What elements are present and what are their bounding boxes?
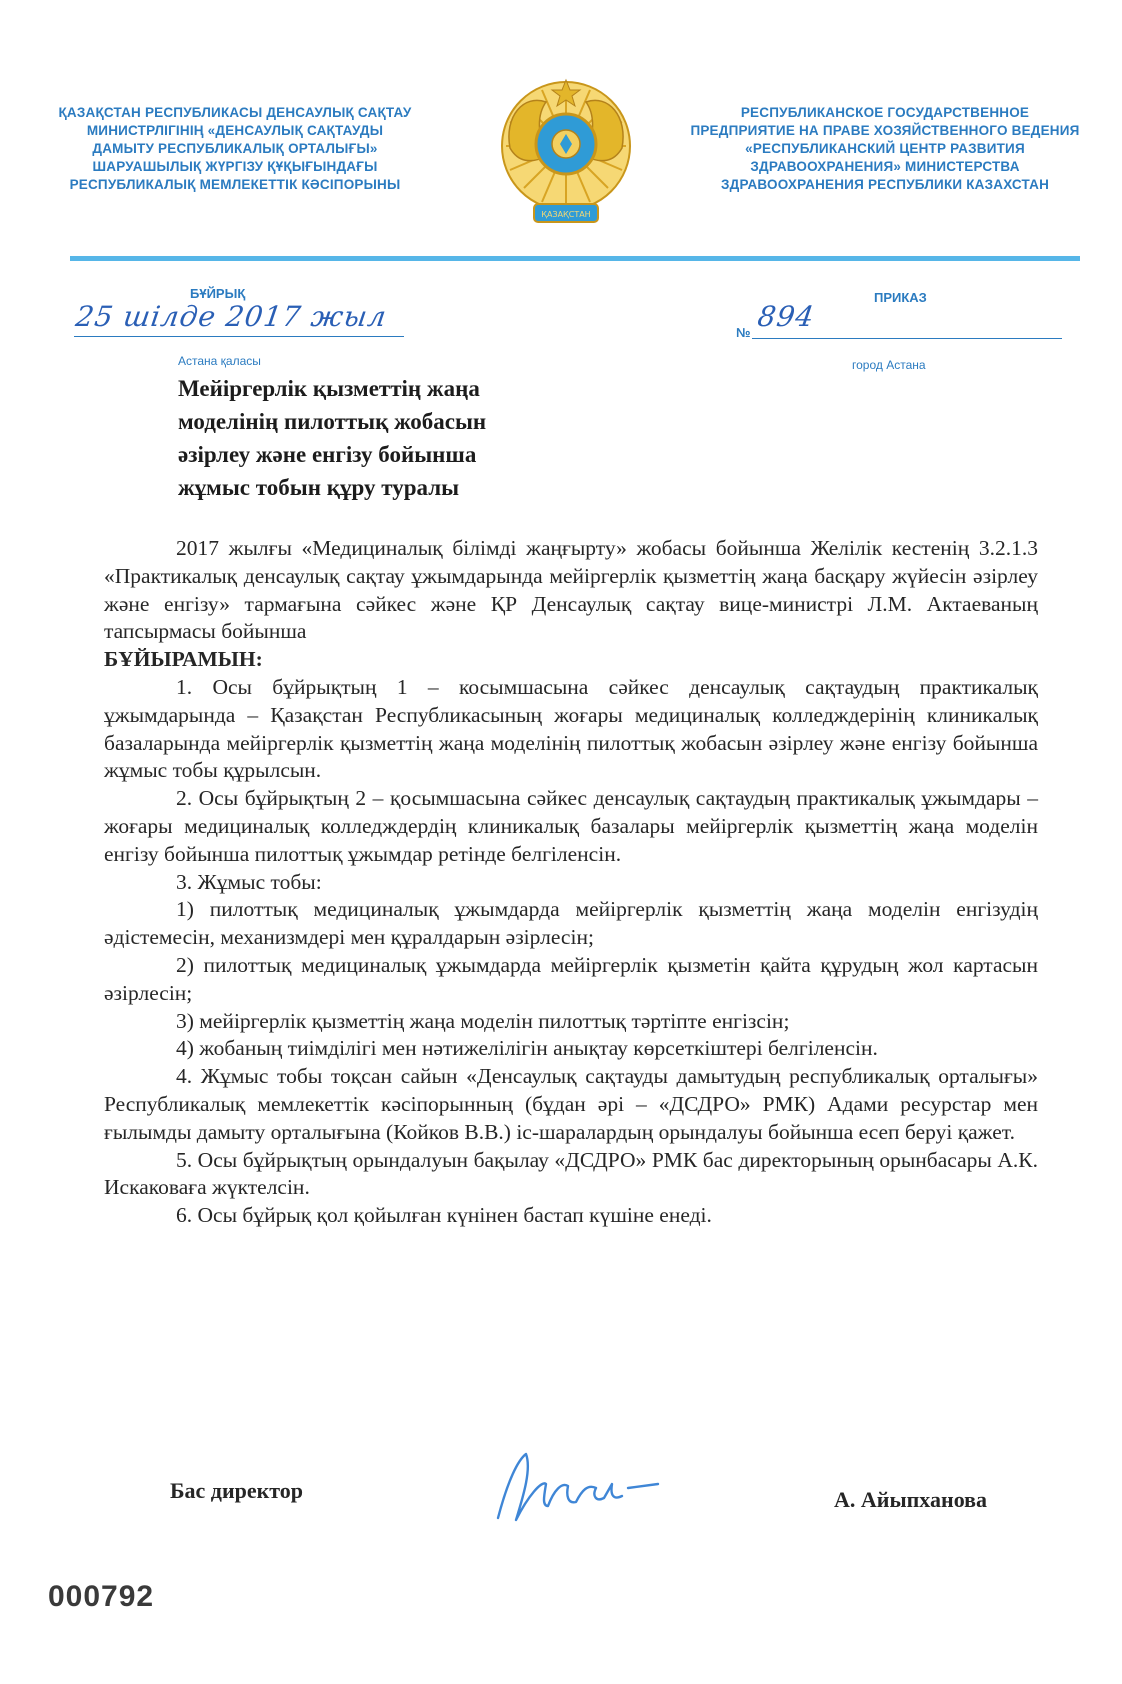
document-body (104, 535, 1038, 1230)
number-underline (752, 338, 1062, 339)
city-kz: Астана қаласы (178, 354, 261, 368)
item-1: 1. Осы бұйрықтың 1 – косымшасына сәйкес денсаулық сақтаудың практикалық ұжымдарында – Қазақстан Республикасының жоғары медициналық колледждерінің клиникалық базаларында мейіргерлік қызметтің жаңа моделінің пилоттық жобасын әзірлеу және енгізу бойынша жұмыс тобы құрылсын. (104, 674, 1038, 783)
org-name-ru: РЕСПУБЛИКАНСКОЕ ГОСУДАРСТВЕННОЕ ПРЕДПРИЯТИЕ НА ПРАВЕ ХОЗЯЙСТВЕННОГО ВЕДЕНИЯ «РЕСПУБЛИКАНСКИЙ ЦЕНТР РАЗВИТИЯ ЗДРАВООХРАНЕНИЯ» МИНИСТЕРСТВА ЗДРАВООХРАНЕНИЯ РЕСПУБЛИКИ КАЗАХСТАН (690, 105, 1080, 192)
order-label-kz: БҰЙРЫҚ (190, 286, 246, 301)
city-ru: город Астана (852, 358, 926, 372)
header-divider (70, 256, 1080, 261)
order-label-ru: ПРИКАЗ (874, 290, 927, 305)
title-line: әзірлеу және енгізу бойынша (178, 442, 477, 467)
title-line: моделінің пилоттық жобасын (178, 409, 487, 434)
intro-paragraph: 2017 жылғы «Медициналық білімді жаңғырту» жобасы бойынша Желілік кестенің 3.2.1.3 «Практикалық денсаулық сақтау ұжымдарында мейіргерлік қызметтің жаңа басқару жүйесін әзірлеу және енгізу» тармағына сәйкес және ҚР Денсаулық сақтау вице-министрі Л.М. Актаеваның тапсырмасы бойынша (104, 536, 1038, 644)
emblem-caption: ҚАЗАҚСТАН (541, 210, 591, 219)
state-emblem-icon (500, 76, 632, 236)
title-line: жұмыс тобын құру туралы (178, 475, 460, 500)
item-2: 2. Осы бұйрықтың 2 – қосымшасына сәйкес денсаулық сақтаудың практикалық ұжымдары – жоғары медициналық колледждердің клиникалық базалары мейіргерлік қызметтің жаңа моделін енгізу бойынша пилоттық ұжымдар ретінде белгіленсін. (104, 786, 1038, 866)
document-title (178, 372, 618, 504)
item-3-4: 4) жобаның тиімділігі мен нәтижелілігін анықтау көрсеткіштері белгіленсін. (176, 1036, 878, 1061)
signatory-name: А. Айыпханова (834, 1487, 988, 1512)
document-serial-number: 000792 (48, 1580, 155, 1613)
item-4: 4. Жұмыс тобы тоқсан сайын «Денсаулық сақтауды дамытудың республикалық орталығы» Республикалық мемлекеттік кәсіпорынның (бұдан әрі – «ДСДРО» РМК) Адами ресурстар мен ғылымды дамыту орталығына (Койков В.В.) іс-шаралардың орындалуы бойынша есеп беруі қажет. (104, 1064, 1038, 1144)
date-underline (74, 336, 404, 337)
item-3-3: 3) мейіргерлік қызметтің жаңа моделін пилоттық тәртіпте енгізсін; (176, 1008, 790, 1033)
item-6: 6. Осы бұйрық қол қойылған күнінен бастап күшіне енеді. (176, 1203, 712, 1228)
title-line: Мейіргерлік қызметтің жаңа (178, 376, 480, 401)
number-prefix: № (736, 325, 751, 340)
handwritten-date: 25 шілде 2017 жыл (73, 300, 389, 333)
item-3-1: 1) пилоттық медициналық ұжымдарда мейіргерлік қызметтің жаңа моделін енгізудің әдістемесін, механизмдері мен құралдарын әзірлесін; (104, 897, 1038, 950)
command-word: БҰЙЫРАМЫН: (104, 647, 263, 672)
handwritten-signature (488, 1440, 668, 1530)
item-3: 3. Жұмыс тобы: (176, 869, 322, 894)
item-3-2: 2) пилоттық медициналық ұжымдарда мейіргерлік қызметін қайта құрудың жол картасын әзірлесін; (104, 952, 1038, 1005)
signatory-position: Бас директор (170, 1478, 304, 1503)
handwritten-number: 894 (755, 300, 817, 333)
item-5: 5. Осы бұйрықтың орындалуын бақылау «ДСДРО» РМК бас директорының орынбасары А.К. Искаковаға жүктелсін. (104, 1147, 1038, 1200)
org-name-kz: ҚАЗАҚСТАН РЕСПУБЛИКАСЫ ДЕНСАУЛЫҚ САҚТАУ МИНИСТРЛІГІНІҢ «ДЕНСАУЛЫҚ САҚТАУДЫ ДАМЫТУ РЕСПУБЛИКАЛЫҚ ОРТАЛЫҒЫ» ШАРУАШЫЛЫҚ ЖҮРГІЗУ ҚҰҚЫҒЫНДАҒЫ РЕСПУБЛИКАЛЫҚ МЕМЛЕКЕТТІК КӘСІПОРЫНЫ (58, 105, 412, 192)
